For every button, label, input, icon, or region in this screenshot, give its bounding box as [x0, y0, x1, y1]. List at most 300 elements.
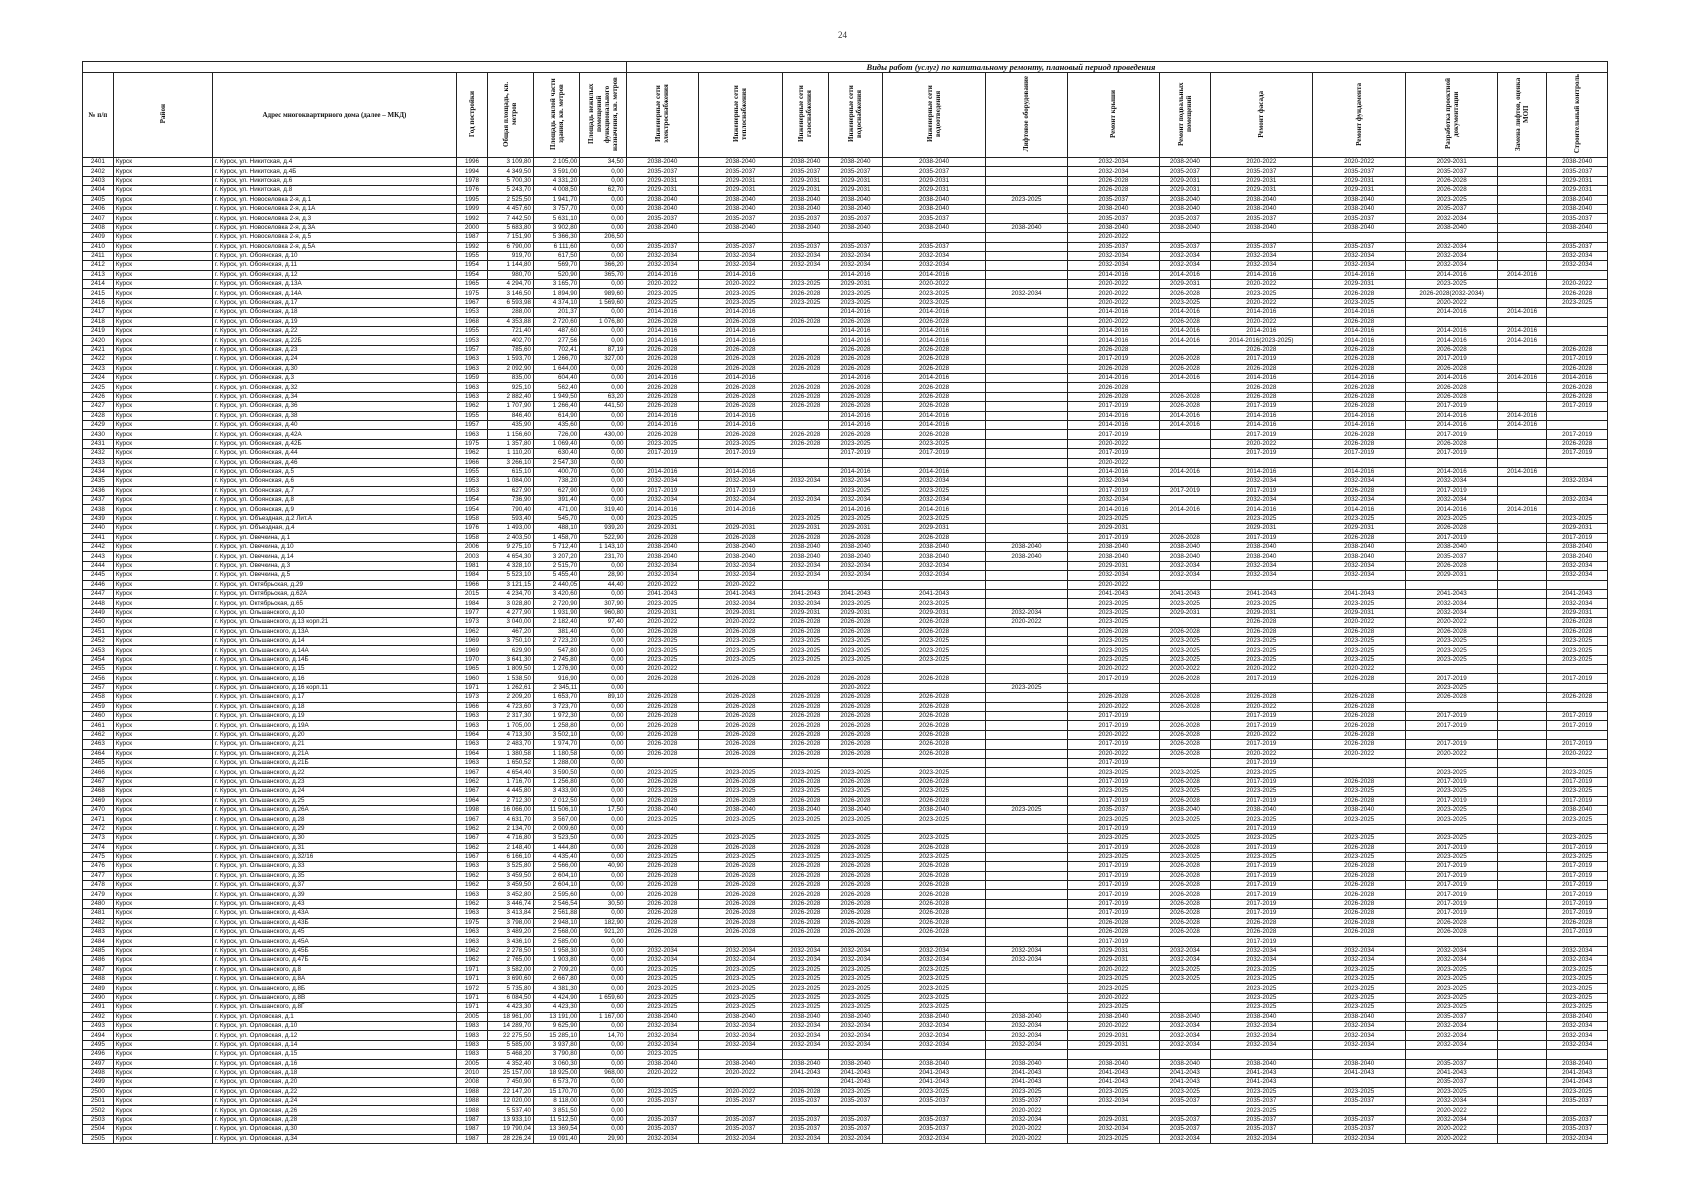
- table-cell: 3 750,10: [487, 636, 533, 645]
- table-cell: 2026-2028: [1312, 909, 1406, 918]
- table-cell: 2017-2019: [1210, 402, 1312, 411]
- table-cell: 2026-2028: [782, 533, 828, 542]
- table-cell: Курск: [113, 298, 212, 307]
- table-cell: 2029-2031: [699, 524, 783, 533]
- table-cell: [1497, 251, 1547, 260]
- table-cell: 2038-2040: [1406, 223, 1497, 232]
- table-cell: [1497, 280, 1547, 289]
- table-cell: 2017-2019: [1406, 402, 1497, 411]
- table-cell: 2026-2028: [1547, 392, 1608, 401]
- table-cell: 2035-2037: [1210, 1125, 1312, 1134]
- table-cell: 2017-2019: [1067, 909, 1159, 918]
- table-cell: 2038-2040: [626, 543, 699, 552]
- table-cell: 2041-2043: [986, 1078, 1067, 1087]
- table-cell: 1 958,30: [534, 946, 580, 955]
- table-row: [83, 308, 1608, 317]
- table-cell: [1497, 383, 1547, 392]
- table-row: [83, 646, 1608, 655]
- table-cell: [782, 486, 828, 495]
- table-cell: 2014-2016: [1497, 327, 1547, 336]
- table-cell: 13 191,00: [534, 1012, 580, 1021]
- table-cell: 2466: [83, 768, 114, 777]
- table-cell: [986, 918, 1067, 927]
- table-cell: 1 110,20: [487, 449, 533, 458]
- table-cell: 2014-2016: [1160, 505, 1211, 514]
- table-cell: [986, 1003, 1067, 1012]
- table-cell: 2023-2025: [1312, 974, 1406, 983]
- table-cell: [1547, 702, 1608, 711]
- table-cell: 2503: [83, 1115, 114, 1124]
- table-cell: 2026-2028: [626, 364, 699, 373]
- table-cell: 2014-2016: [626, 308, 699, 317]
- table-cell: 2026-2028: [1312, 890, 1406, 899]
- table-cell: Курск: [113, 439, 212, 448]
- table-cell: Курск: [113, 373, 212, 382]
- table-cell: 2032-2034: [699, 599, 783, 608]
- table-cell: 2026-2028: [782, 721, 828, 730]
- table-cell: 2017-2019: [1210, 777, 1312, 786]
- table-cell: 28,90: [580, 571, 626, 580]
- table-cell: 2032-2034: [1547, 477, 1608, 486]
- table-cell: 2486: [83, 956, 114, 965]
- table-cell: 2020-2022: [1067, 289, 1159, 298]
- table-row: [83, 204, 1608, 213]
- table-cell: [1210, 458, 1312, 467]
- table-cell: 1954: [457, 496, 488, 505]
- table-cell: 2023-2025: [1547, 984, 1608, 993]
- table-cell: 2032-2034: [1067, 1097, 1159, 1106]
- table-cell: 2032-2034: [1067, 158, 1159, 167]
- table-cell: г. Курск, ул. Объездная, д.4: [212, 524, 456, 533]
- table-cell: 2038-2040: [1312, 552, 1406, 561]
- table-cell: 2035-2037: [1312, 167, 1406, 176]
- column-header: № п/п: [83, 73, 114, 158]
- table-cell: 2035-2037: [1210, 214, 1312, 223]
- table-cell: 0,00: [580, 749, 626, 758]
- table-cell: Курск: [113, 702, 212, 711]
- table-cell: [1160, 430, 1211, 439]
- table-cell: 2023-2025: [1406, 1087, 1497, 1096]
- header-group-row: [83, 62, 1608, 73]
- table-cell: 2459: [83, 702, 114, 711]
- table-cell: [1406, 824, 1497, 833]
- table-cell: 2026-2028: [1067, 345, 1159, 354]
- table-cell: 2020-2022: [699, 280, 783, 289]
- table-cell: 319,40: [580, 505, 626, 514]
- table-cell: 1958: [457, 514, 488, 523]
- table-row: [83, 552, 1608, 561]
- table-cell: 2023-2025: [1210, 655, 1312, 664]
- table-cell: 0,00: [580, 514, 626, 523]
- table-cell: 2032-2034: [626, 956, 699, 965]
- table-cell: 2038-2040: [828, 223, 882, 232]
- table-cell: 2041-2043: [1210, 1068, 1312, 1077]
- table-cell: 2035-2037: [1210, 167, 1312, 176]
- table-cell: 2017-2019: [1067, 533, 1159, 542]
- table-cell: 2041-2043: [1312, 589, 1406, 598]
- table-cell: 2020-2022: [1406, 298, 1497, 307]
- table-cell: 11 506,10: [534, 805, 580, 814]
- table-cell: [986, 965, 1067, 974]
- table-cell: г. Курск, ул. Ольшанского, д.26А: [212, 805, 456, 814]
- table-cell: 2026-2028: [1160, 890, 1211, 899]
- table-cell: 2015: [457, 589, 488, 598]
- table-cell: 2035-2037: [828, 214, 882, 223]
- table-cell: 2023-2025: [699, 984, 783, 993]
- table-cell: 2014-2016: [1312, 505, 1406, 514]
- table-cell: 2500: [83, 1087, 114, 1096]
- table-cell: [1497, 834, 1547, 843]
- table-cell: 2038-2040: [1160, 204, 1211, 213]
- table-cell: [626, 1106, 699, 1115]
- table-cell: [1497, 712, 1547, 721]
- table-cell: 2020-2022: [699, 1068, 783, 1077]
- table-cell: г. Курск, ул. Новоселовка 2-я, д.5: [212, 233, 456, 242]
- table-cell: 22 275,50: [487, 1031, 533, 1040]
- table-cell: 7 450,90: [487, 1078, 533, 1087]
- table-cell: 1973: [457, 693, 488, 702]
- table-cell: [986, 496, 1067, 505]
- table-cell: 2032-2034: [1547, 1134, 1608, 1143]
- table-cell: 2026-2028: [626, 928, 699, 937]
- table-cell: 2026-2028: [1406, 383, 1497, 392]
- table-cell: 2443: [83, 552, 114, 561]
- table-cell: 2026-2028: [699, 777, 783, 786]
- table-cell: 1 357,80: [487, 439, 533, 448]
- table-cell: 2038-2040: [1067, 1059, 1159, 1068]
- table-cell: Курск: [113, 862, 212, 871]
- table-cell: 2023-2025: [1210, 984, 1312, 993]
- table-cell: 2032-2034: [1406, 251, 1497, 260]
- table-cell: 4 713,30: [487, 730, 533, 739]
- table-cell: 2038-2040: [626, 223, 699, 232]
- table-cell: 2029-2031: [1210, 176, 1312, 185]
- table-cell: 2 667,80: [534, 974, 580, 983]
- table-cell: 2023-2025: [986, 1087, 1067, 1096]
- table-cell: [986, 815, 1067, 824]
- table-row: [83, 712, 1608, 721]
- table-cell: 0,00: [580, 740, 626, 749]
- table-cell: 2026-2028: [1406, 439, 1497, 448]
- table-cell: 2411: [83, 251, 114, 260]
- table-cell: 2014-2016: [1312, 308, 1406, 317]
- table-cell: 2017-2019: [1067, 355, 1159, 364]
- table-cell: Курск: [113, 984, 212, 993]
- table-cell: 0,00: [580, 852, 626, 861]
- table-cell: [626, 1078, 699, 1087]
- table-cell: 2029-2031: [882, 176, 985, 185]
- table-cell: 2038-2040: [1067, 543, 1159, 552]
- table-cell: 2023-2025: [828, 815, 882, 824]
- table-cell: 2020-2022: [1312, 665, 1406, 674]
- table-cell: 4 457,60: [487, 204, 533, 213]
- table-cell: [1497, 1068, 1547, 1077]
- table-cell: 2020-2022: [626, 280, 699, 289]
- table-cell: 0,00: [580, 777, 626, 786]
- table-cell: [1497, 918, 1547, 927]
- table-cell: [1547, 233, 1608, 242]
- table-cell: 2014-2016: [1497, 505, 1547, 514]
- table-cell: 2026-2028: [626, 730, 699, 739]
- table-cell: Курск: [113, 317, 212, 326]
- table-cell: 22 147,20: [487, 1087, 533, 1096]
- table-cell: 2026-2028: [699, 674, 783, 683]
- table-cell: 2026-2028: [828, 909, 882, 918]
- table-cell: [1547, 505, 1608, 514]
- table-cell: 2014-2016(2023-2025): [1210, 336, 1312, 345]
- table-cell: г. Курск, ул. Ольшанского, д.24: [212, 787, 456, 796]
- table-cell: 2017-2019: [1210, 871, 1312, 880]
- table-cell: 2023-2025: [1210, 1003, 1312, 1012]
- table-cell: 2032-2034: [828, 251, 882, 260]
- table-cell: 2023-2025: [1406, 655, 1497, 664]
- table-cell: 2029-2031: [828, 176, 882, 185]
- table-cell: 2032-2034: [1406, 1115, 1497, 1124]
- table-cell: 2035-2037: [986, 1097, 1067, 1106]
- table-cell: 2481: [83, 909, 114, 918]
- table-cell: [1312, 824, 1406, 833]
- table-cell: 2026-2028: [1160, 740, 1211, 749]
- table-cell: 2038-2040: [1067, 223, 1159, 232]
- table-cell: [986, 580, 1067, 589]
- table-cell: 2 134,70: [487, 824, 533, 833]
- table-cell: 2014-2016: [1160, 336, 1211, 345]
- table-row: [83, 1059, 1608, 1068]
- table-cell: 2020-2022: [1547, 280, 1608, 289]
- table-row: [83, 580, 1608, 589]
- table-cell: 2014-2016: [1160, 411, 1211, 420]
- table-row: [83, 702, 1608, 711]
- table-cell: 2488: [83, 974, 114, 983]
- table-cell: г. Курск, ул. Ольшанского, д.21: [212, 740, 456, 749]
- table-cell: 2041-2043: [1406, 589, 1497, 598]
- table-cell: Курск: [113, 505, 212, 514]
- table-cell: 2429: [83, 420, 114, 429]
- table-cell: 2032-2034: [1406, 1097, 1497, 1106]
- table-cell: 2 712,30: [487, 796, 533, 805]
- table-cell: 2023-2025: [882, 984, 985, 993]
- table-cell: 2026-2028: [1160, 289, 1211, 298]
- table-cell: [986, 477, 1067, 486]
- table-cell: 2032-2034: [626, 496, 699, 505]
- table-cell: 2035-2037: [1406, 1059, 1497, 1068]
- table-cell: 1964: [457, 730, 488, 739]
- table-cell: 2035-2037: [1067, 195, 1159, 204]
- table-cell: 1963: [457, 430, 488, 439]
- table-cell: 0,00: [580, 364, 626, 373]
- table-cell: 0,00: [580, 467, 626, 476]
- table-cell: [1160, 233, 1211, 242]
- table-cell: г. Курск, ул. Обоянская, д.24: [212, 355, 456, 364]
- table-cell: 2029-2031: [1406, 158, 1497, 167]
- table-cell: [1547, 1106, 1608, 1115]
- table-cell: 2438: [83, 505, 114, 514]
- table-cell: 2026-2028: [699, 402, 783, 411]
- table-cell: 0,00: [580, 890, 626, 899]
- table-cell: [986, 627, 1067, 636]
- table-cell: 2032-2034: [828, 1031, 882, 1040]
- table-cell: 435,90: [487, 420, 533, 429]
- table-cell: 2032-2034: [699, 956, 783, 965]
- table-cell: 2035-2037: [699, 242, 783, 251]
- table-cell: 2023-2025: [1210, 852, 1312, 861]
- table-cell: 2038-2040: [1547, 1012, 1608, 1021]
- table-cell: г. Курск, ул. Ольшанского, д.10: [212, 608, 456, 617]
- table-cell: 2020-2022: [986, 1125, 1067, 1134]
- table-cell: 2020-2022: [1406, 1134, 1497, 1143]
- table-cell: 4 352,40: [487, 1059, 533, 1068]
- table-cell: г. Курск, ул. Обоянская, д.11: [212, 261, 456, 270]
- table-cell: 2017-2019: [1067, 796, 1159, 805]
- table-cell: 2023-2025: [1406, 993, 1497, 1002]
- table-cell: [986, 909, 1067, 918]
- table-cell: 846,40: [487, 411, 533, 420]
- table-cell: 2017-2019: [1406, 843, 1497, 852]
- table-cell: 2035-2037: [1210, 1097, 1312, 1106]
- table-cell: 2413: [83, 270, 114, 279]
- table-cell: г. Курск, ул. Орловская, д.1: [212, 1012, 456, 1021]
- table-cell: 2023-2025: [1210, 815, 1312, 824]
- table-cell: 2026-2028: [1160, 392, 1211, 401]
- table-cell: [1160, 683, 1211, 692]
- table-row: [83, 871, 1608, 880]
- register-table-body: [83, 158, 1608, 1144]
- table-cell: 6 790,00: [487, 242, 533, 251]
- table-cell: 1971: [457, 965, 488, 974]
- table-cell: 2023-2025: [782, 655, 828, 664]
- table-cell: 2023-2025: [699, 646, 783, 655]
- table-cell: 1992: [457, 242, 488, 251]
- table-cell: г. Курск, ул. Орловская, д.16: [212, 1059, 456, 1068]
- table-cell: [1497, 937, 1547, 946]
- table-cell: 2032-2034: [828, 261, 882, 270]
- table-cell: 2026-2028: [782, 430, 828, 439]
- table-cell: 2017-2019: [1210, 937, 1312, 946]
- table-cell: 2017-2019: [1406, 881, 1497, 890]
- table-cell: 2023-2025: [828, 768, 882, 777]
- table-row: [83, 167, 1608, 176]
- table-cell: 2023-2025: [782, 834, 828, 843]
- table-cell: [782, 420, 828, 429]
- table-cell: 2032-2034: [986, 289, 1067, 298]
- table-cell: 2023-2025: [882, 787, 985, 796]
- table-cell: 2035-2037: [782, 214, 828, 223]
- table-cell: 2017-2019: [1160, 486, 1211, 495]
- table-cell: 2023-2025: [1210, 787, 1312, 796]
- table-cell: 89,10: [580, 693, 626, 702]
- table-cell: 2017-2019: [1067, 674, 1159, 683]
- table-cell: 2038-2040: [1160, 543, 1211, 552]
- table-cell: 2479: [83, 890, 114, 899]
- table-cell: 1965: [457, 280, 488, 289]
- table-cell: 2023-2025: [1160, 974, 1211, 983]
- table-cell: г. Курск, ул. Ольшанского, д.20: [212, 730, 456, 739]
- table-cell: 2026-2028: [782, 1087, 828, 1096]
- table-cell: 2445: [83, 571, 114, 580]
- table-cell: Курск: [113, 665, 212, 674]
- table-cell: 0,00: [580, 308, 626, 317]
- table-cell: г. Курск, ул. Обоянская, д.46: [212, 458, 456, 467]
- table-cell: 2404: [83, 186, 114, 195]
- table-cell: 2032-2034: [986, 1040, 1067, 1049]
- table-cell: 2029-2031: [1067, 946, 1159, 955]
- table-cell: 2035-2037: [782, 1125, 828, 1134]
- table-cell: 2026-2028: [882, 712, 985, 721]
- table-cell: 2017-2019: [1406, 899, 1497, 908]
- table-cell: г. Курск, ул. Обоянская, д.18: [212, 308, 456, 317]
- table-cell: 2038-2040: [828, 552, 882, 561]
- table-cell: 2023-2025: [828, 289, 882, 298]
- table-cell: 2014-2016: [1406, 327, 1497, 336]
- table-cell: Курск: [113, 796, 212, 805]
- table-cell: 2032-2034: [1160, 1031, 1211, 1040]
- table-cell: Курск: [113, 402, 212, 411]
- table-cell: 2032-2034: [1547, 561, 1608, 570]
- table-cell: 2017-2019: [1067, 862, 1159, 871]
- table-cell: 2023-2025: [626, 646, 699, 655]
- column-header: Инженерные сети газоснабжения: [782, 73, 828, 158]
- table-cell: 2026-2028: [626, 693, 699, 702]
- table-cell: Курск: [113, 946, 212, 955]
- table-cell: [1497, 345, 1547, 354]
- table-cell: 2023-2025: [882, 768, 985, 777]
- table-cell: 2023-2025: [782, 514, 828, 523]
- table-cell: 2 709,20: [534, 965, 580, 974]
- table-cell: 2023-2025: [1406, 514, 1497, 523]
- table-cell: 2444: [83, 561, 114, 570]
- table-cell: 2038-2040: [626, 1059, 699, 1068]
- table-cell: 2032-2034: [699, 1134, 783, 1143]
- table-cell: 2026-2028: [699, 796, 783, 805]
- table-cell: [1547, 308, 1608, 317]
- table-row: [83, 890, 1608, 899]
- table-cell: 0,00: [580, 730, 626, 739]
- table-cell: 2020-2022: [1312, 158, 1406, 167]
- table-cell: [1497, 956, 1547, 965]
- table-cell: 30,50: [580, 899, 626, 908]
- table-cell: 2017-2019: [1547, 871, 1608, 880]
- table-cell: [1497, 608, 1547, 617]
- table-cell: 5 455,40: [534, 571, 580, 580]
- table-cell: 2017-2019: [1406, 721, 1497, 730]
- table-cell: 2035-2037: [1067, 805, 1159, 814]
- table-cell: 2032-2034: [782, 599, 828, 608]
- table-cell: 2026-2028: [1312, 402, 1406, 411]
- table-cell: г. Курск, ул. Ольшанского, д.14А: [212, 646, 456, 655]
- table-cell: г. Курск, ул. Ольшанского, д.18: [212, 702, 456, 711]
- table-cell: [1497, 430, 1547, 439]
- table-cell: 2014-2016: [1067, 270, 1159, 279]
- table-cell: Курск: [113, 571, 212, 580]
- table-cell: 2026-2028: [882, 796, 985, 805]
- table-cell: [986, 158, 1067, 167]
- table-cell: [986, 852, 1067, 861]
- column-header: Лифтовое оборудование: [986, 73, 1067, 158]
- table-cell: 2017-2019: [1210, 796, 1312, 805]
- table-cell: 2017-2019: [1210, 759, 1312, 768]
- table-cell: 2038-2040: [1210, 552, 1312, 561]
- table-cell: 0,00: [580, 1125, 626, 1134]
- table-cell: [1497, 533, 1547, 542]
- table-cell: 2014-2016: [882, 327, 985, 336]
- table-cell: 627,90: [487, 486, 533, 495]
- table-cell: 2038-2040: [626, 552, 699, 561]
- table-cell: 6 084,50: [487, 993, 533, 1002]
- table-cell: [1497, 1125, 1547, 1134]
- table-cell: 2017-2019: [1547, 909, 1608, 918]
- table-cell: [986, 430, 1067, 439]
- table-cell: 2023-2025: [1067, 636, 1159, 645]
